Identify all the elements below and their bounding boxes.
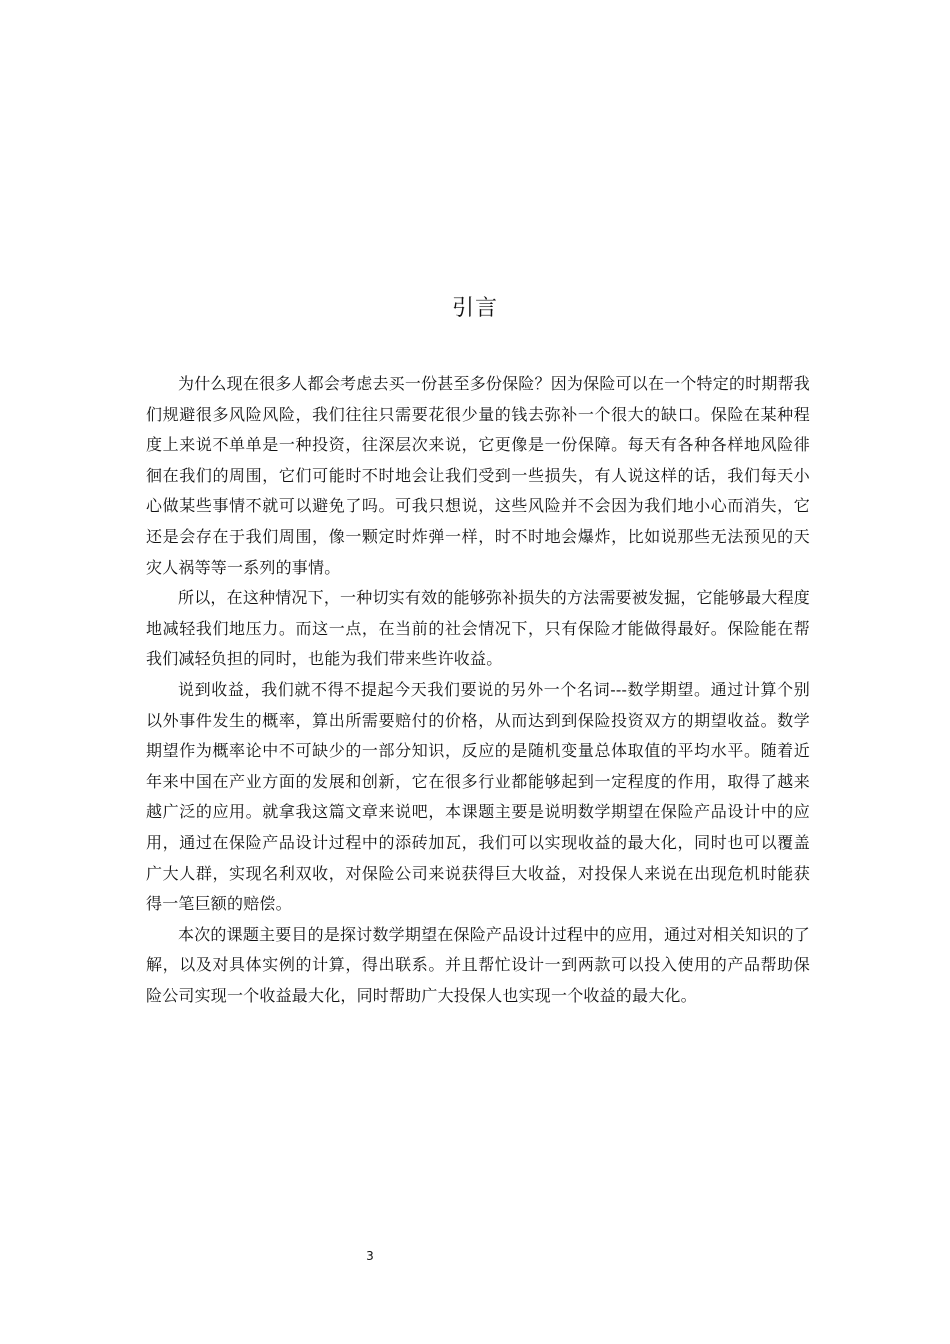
paragraph: 说到收益，我们就不得不提起今天我们要说的另外一个名词---数学期望。通过计算个别以外事件发生的概率，算出所需要赔付的价格，从而达到到保险投资双方的期望收益。数学期望作为概率论中不可缺少的一部分知识，反应的是随机变量总体取值的平均水平。随着近年来中国在产业方面的发展和创新，它在很多行业都能够起到一定程度的作用，取得了越来越广泛的应用。就拿我这篇文章来说吧，本课题主要是说明数学期望在保险产品设计中的应用，通过在保险产品设计过程中的添砖加瓦，我们可以实现收益的最大化，同时也可以覆盖广大人群，实现名利双收，对保险公司来说获得巨大收益，对投保人来说在出现危机时能获得一笔巨额的赔偿。 <box>146 679 810 914</box>
paragraph: 为什么现在很多人都会考虑去买一份甚至多份保险？因为保险可以在一个特定的时期帮我们规避很多风险风险，我们往往只需要花很少量的钱去弥补一个很大的缺口。保险在某种程度上来说不单单是一种投资，往深层次来说，它更像是一份保障。每天有各种各样地风险徘徊在我们的周围，它们可能时不时地会让我们受到一些损失，有人说这样的话，我们每天小心做某些事情不就可以避免了吗。可我只想说，这些风险并不会因为我们地小心而消失，它还是会存在于我们周围，像一颗定时炸弹一样，时不时地会爆炸，比如说那些无法预见的天灾人祸等等一系列的事情。 <box>146 374 810 577</box>
page-number: 3 <box>366 1249 374 1263</box>
body-text <box>146 369 810 1011</box>
paragraph: 本次的课题主要目的是探讨数学期望在保险产品设计过程中的应用，通过对相关知识的了解，以及对具体实例的计算，得出联系。并且帮忙设计一到两款可以投入使用的产品帮助保险公司实现一个收益最大化，同时帮助广大投保人也实现一个收益的最大化。 <box>146 924 810 1005</box>
paragraph: 所以，在这种情况下，一种切实有效的能够弥补损失的方法需要被发掘，它能够最大程度地减轻我们地压力。而这一点，在当前的社会情况下，只有保险才能做得最好。保险能在帮我们减轻负担的同时，也能为我们带来些许收益。 <box>146 588 810 669</box>
page-title: 引言 <box>451 296 498 321</box>
